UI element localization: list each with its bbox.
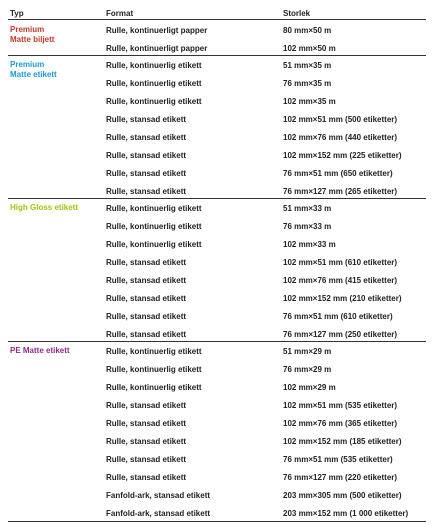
size-cell: 80 mm×50 m bbox=[283, 26, 332, 35]
size-cell: 76 mm×51 mm (610 etiketter) bbox=[283, 312, 393, 321]
format-cell: Rulle, kontinuerlig etikett bbox=[106, 240, 202, 249]
format-cell: Rulle, stansad etikett bbox=[106, 419, 187, 428]
table-row bbox=[0, 290, 433, 308]
format-cell: Rulle, stansad etikett bbox=[106, 473, 187, 482]
header-divider bbox=[8, 19, 426, 20]
size-cell: 203 mm×305 mm (500 etiketter) bbox=[283, 491, 402, 500]
format-cell: Rulle, stansad etikett bbox=[106, 294, 187, 303]
size-cell: 102 mm×50 m bbox=[283, 44, 336, 53]
type-label-line: Premium bbox=[10, 25, 45, 34]
size-cell: 102 mm×29 m bbox=[283, 383, 336, 392]
format-cell: Rulle, stansad etikett bbox=[106, 258, 187, 267]
size-cell: 102 mm×35 m bbox=[283, 97, 336, 106]
size-cell: 51 mm×33 m bbox=[283, 204, 332, 213]
size-cell: 51 mm×35 m bbox=[283, 61, 332, 70]
size-cell: 102 mm×152 mm (185 etiketter) bbox=[283, 437, 402, 446]
format-cell: Rulle, stansad etikett bbox=[106, 151, 187, 160]
table-row bbox=[0, 111, 433, 129]
type-label-line: Premium bbox=[10, 60, 45, 69]
group-divider bbox=[8, 198, 426, 199]
table-row bbox=[0, 236, 433, 254]
table-row bbox=[0, 93, 433, 111]
table-row bbox=[0, 361, 433, 379]
type-label-line: Matte etikett bbox=[10, 70, 57, 79]
table-row bbox=[0, 415, 433, 433]
size-cell: 76 mm×29 m bbox=[283, 365, 332, 374]
format-cell: Rulle, stansad etikett bbox=[106, 276, 187, 285]
format-cell: Rulle, kontinuerlig etikett bbox=[106, 222, 202, 231]
table-row bbox=[0, 57, 433, 75]
table-row bbox=[0, 254, 433, 272]
table-row bbox=[0, 200, 433, 218]
table-row bbox=[0, 343, 433, 361]
format-cell: Rulle, stansad etikett bbox=[106, 312, 187, 321]
format-cell: Rulle, kontinuerlig etikett bbox=[106, 347, 202, 356]
group-divider bbox=[8, 55, 426, 56]
table-row bbox=[0, 75, 433, 93]
table-row bbox=[0, 379, 433, 397]
size-cell: 76 mm×51 mm (535 etiketter) bbox=[283, 455, 393, 464]
format-cell: Rulle, stansad etikett bbox=[106, 169, 187, 178]
size-cell: 76 mm×33 m bbox=[283, 222, 332, 231]
table-row bbox=[0, 129, 433, 147]
format-cell: Rulle, kontinuerlig etikett bbox=[106, 79, 202, 88]
format-cell: Rulle, kontinuerlig etikett bbox=[106, 97, 202, 106]
size-cell: 102 mm×51 mm (535 etiketter) bbox=[283, 401, 398, 410]
header-type: Typ bbox=[10, 9, 24, 18]
format-cell: Rulle, stansad etikett bbox=[106, 187, 187, 196]
format-cell: Rulle, stansad etikett bbox=[106, 115, 187, 124]
format-cell: Rulle, kontinuerlig etikett bbox=[106, 383, 202, 392]
size-cell: 51 mm×29 m bbox=[283, 347, 332, 356]
size-cell: 102 mm×152 mm (225 etiketter) bbox=[283, 151, 402, 160]
format-cell: Rulle, kontinuerligt papper bbox=[106, 26, 208, 35]
size-cell: 76 mm×127 mm (220 etiketter) bbox=[283, 473, 398, 482]
size-cell: 102 mm×51 mm (610 etiketter) bbox=[283, 258, 398, 267]
format-cell: Rulle, kontinuerlig etikett bbox=[106, 204, 202, 213]
format-cell: Fanfold-ark, stansad etikett bbox=[106, 509, 211, 518]
size-cell: 203 mm×152 mm (1 000 etiketter) bbox=[283, 509, 409, 518]
size-cell: 76 mm×51 mm (650 etiketter) bbox=[283, 169, 393, 178]
table-row bbox=[0, 433, 433, 451]
size-cell: 102 mm×51 mm (500 etiketter) bbox=[283, 115, 398, 124]
format-cell: Fanfold-ark, stansad etikett bbox=[106, 491, 211, 500]
table-row bbox=[0, 451, 433, 469]
table-row bbox=[0, 165, 433, 183]
header-format: Format bbox=[106, 9, 134, 18]
format-cell: Rulle, stansad etikett bbox=[106, 330, 187, 339]
size-cell: 76 mm×127 mm (250 etiketter) bbox=[283, 330, 398, 339]
group-divider bbox=[8, 341, 426, 342]
table-row bbox=[0, 469, 433, 487]
header-size: Storlek bbox=[283, 9, 311, 18]
format-cell: Rulle, kontinuerligt papper bbox=[106, 44, 208, 53]
table-row bbox=[0, 397, 433, 415]
format-cell: Rulle, kontinuerlig etikett bbox=[106, 365, 202, 374]
size-cell: 102 mm×76 mm (365 etiketter) bbox=[283, 419, 398, 428]
type-label-line: High Gloss etikett bbox=[10, 203, 79, 212]
format-cell: Rulle, stansad etikett bbox=[106, 133, 187, 142]
table-row bbox=[0, 218, 433, 236]
size-cell: 102 mm×152 mm (210 etiketter) bbox=[283, 294, 402, 303]
format-cell: Rulle, stansad etikett bbox=[106, 401, 187, 410]
size-cell: 102 mm×33 m bbox=[283, 240, 336, 249]
table-row bbox=[0, 272, 433, 290]
size-cell: 76 mm×35 m bbox=[283, 79, 332, 88]
type-label-line: PE Matte etikett bbox=[10, 346, 70, 355]
table-row bbox=[0, 308, 433, 326]
size-cell: 102 mm×76 mm (440 etiketter) bbox=[283, 133, 398, 142]
table-row bbox=[0, 487, 433, 505]
size-cell: 102 mm×76 mm (415 etiketter) bbox=[283, 276, 398, 285]
table-row bbox=[0, 22, 433, 40]
table-row bbox=[0, 147, 433, 165]
size-cell: 76 mm×127 mm (265 etiketter) bbox=[283, 187, 398, 196]
table-bottom-rule bbox=[8, 521, 426, 522]
format-cell: Rulle, stansad etikett bbox=[106, 455, 187, 464]
format-cell: Rulle, stansad etikett bbox=[106, 437, 187, 446]
format-cell: Rulle, kontinuerlig etikett bbox=[106, 61, 202, 70]
type-label-line: Matte biljett bbox=[10, 35, 55, 44]
